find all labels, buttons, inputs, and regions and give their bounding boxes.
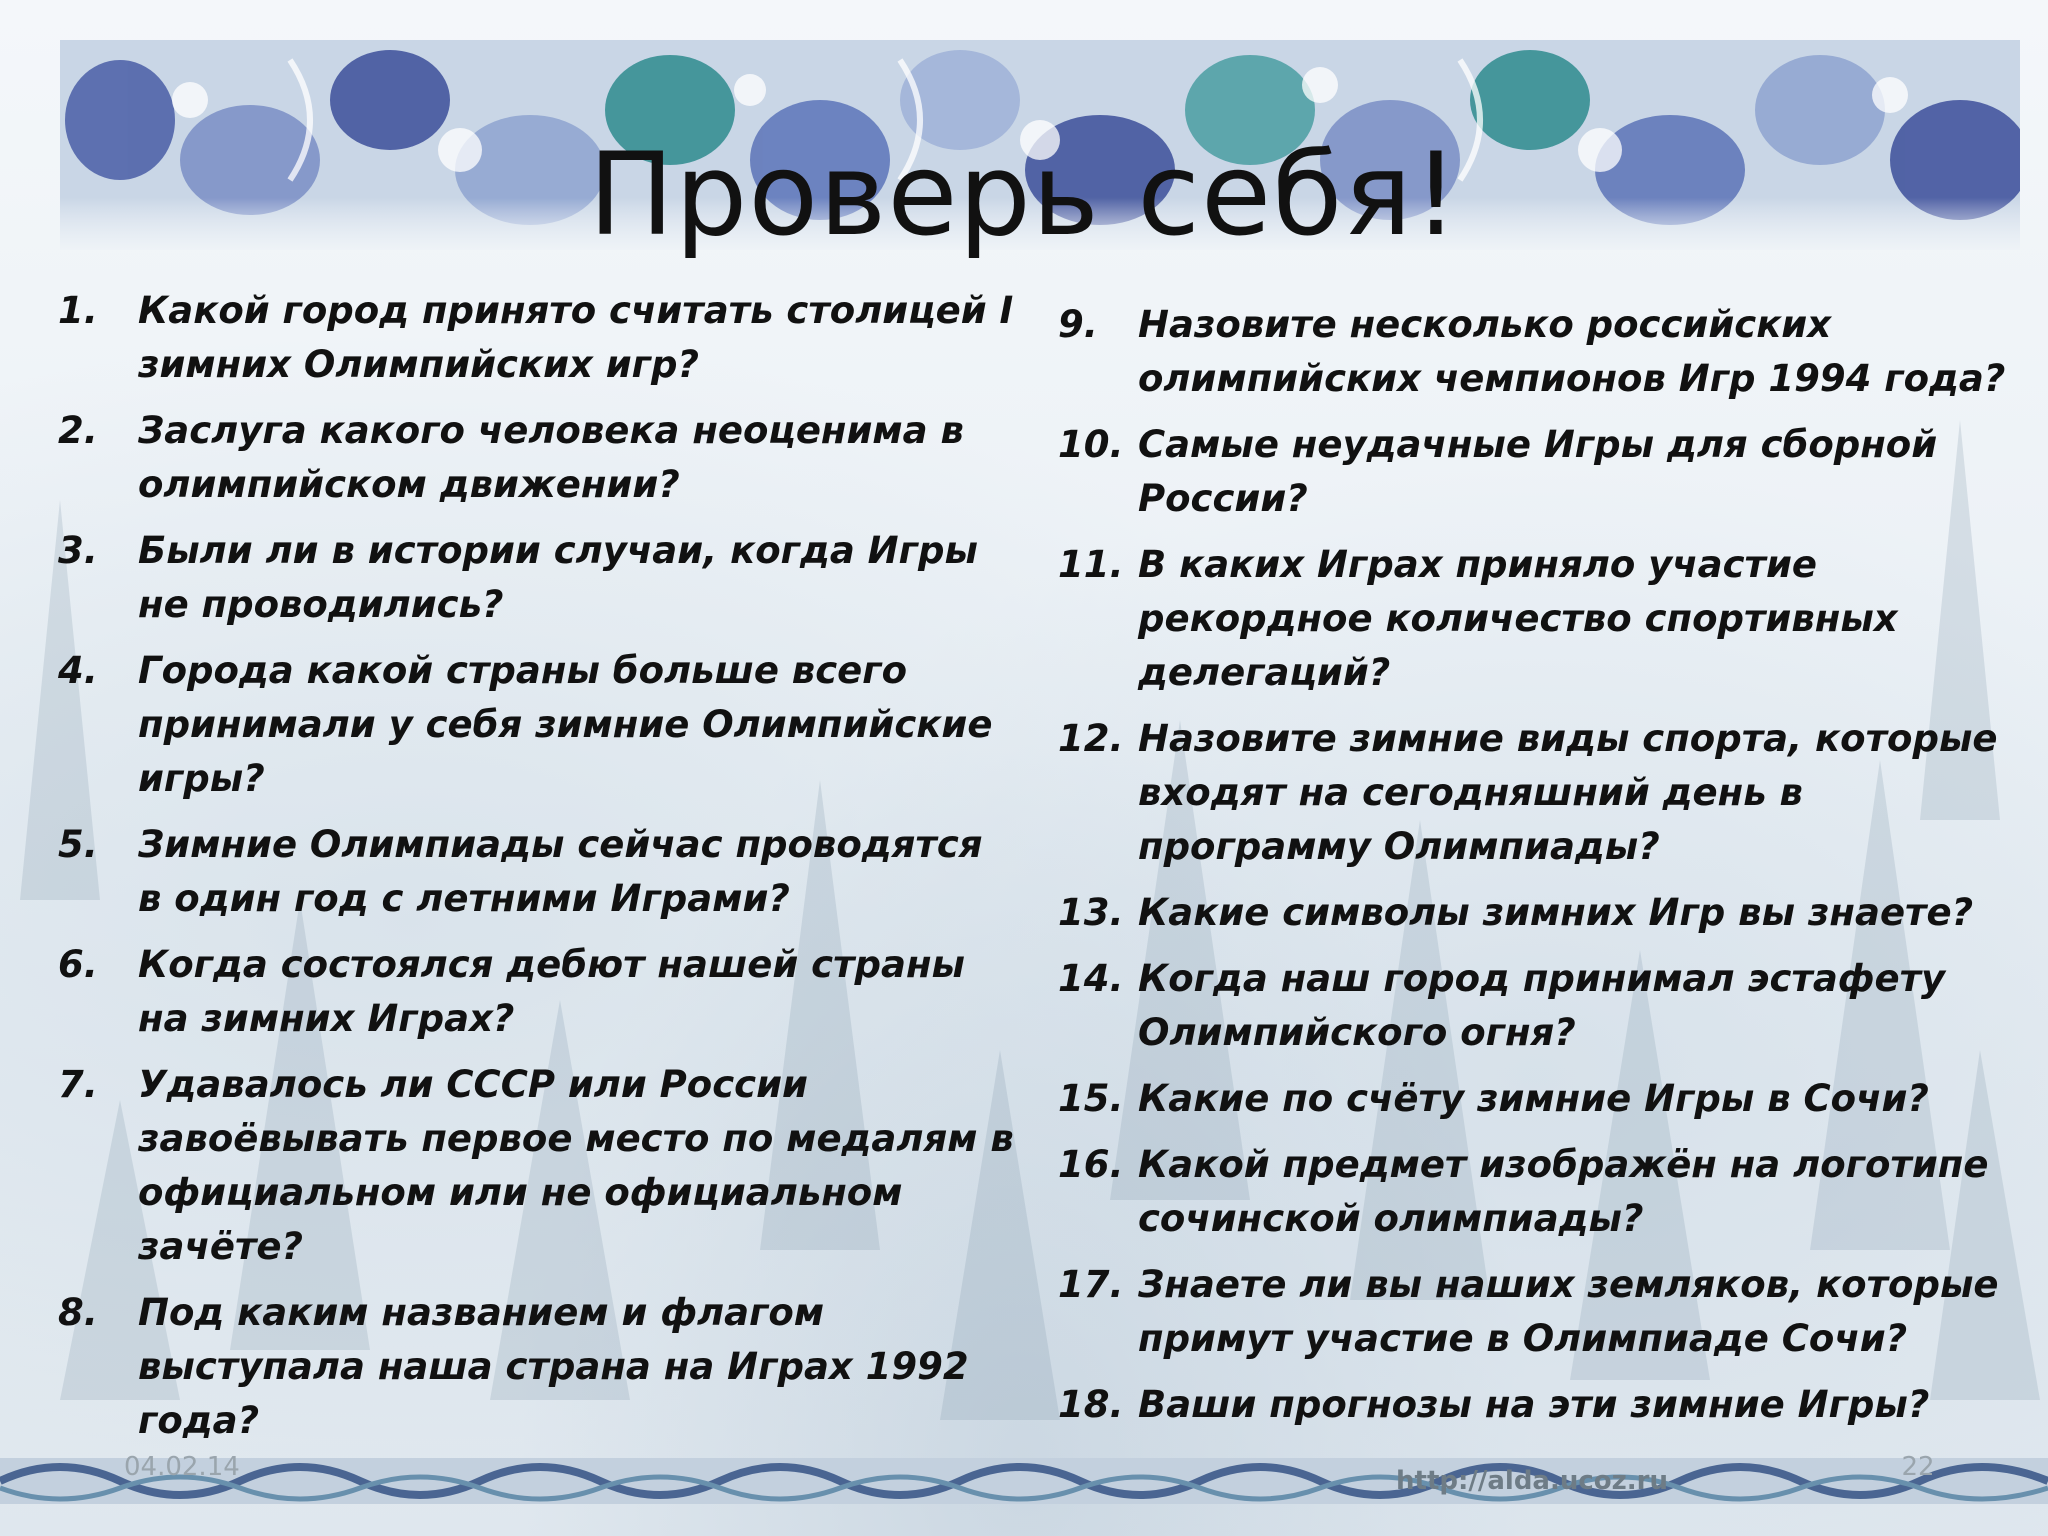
question-text: Зимние Олимпиады сейчас проводятся в один год с летними Играми? [138, 823, 983, 920]
question-number: 6. [58, 943, 98, 986]
question-text: Ваши прогнозы на эти зимние Игры? [1138, 1383, 1930, 1426]
question-item [58, 524, 1018, 632]
question-number: 10. [1058, 423, 1124, 466]
questions-list-left [58, 284, 1018, 1460]
question-number: 2. [58, 409, 98, 452]
question-item [58, 284, 1018, 392]
question-text: Самые неудачные Игры для сборной России? [1138, 423, 1938, 520]
question-number: 16. [1058, 1143, 1124, 1186]
question-text: Были ли в истории случаи, когда Игры не проводились? [138, 529, 978, 626]
question-number: 12. [1058, 717, 1124, 760]
question-number: 11. [1058, 543, 1124, 586]
question-item [1058, 418, 2008, 526]
question-item [58, 818, 1018, 926]
question-item [1058, 712, 2008, 874]
question-item [58, 1058, 1018, 1274]
question-item [58, 644, 1018, 806]
question-text: Заслуга какого человека неоценима в олимпийском движении? [138, 409, 964, 506]
slide-title: Проверь себя! [588, 128, 1460, 261]
question-text: Какой город принято считать столицей I зимних Олимпийских игр? [138, 289, 1014, 386]
question-text: Какие символы зимних Игр вы знаете? [1138, 891, 1974, 934]
question-number: 3. [58, 529, 98, 572]
question-text: Знаете ли вы наших земляков, которые примут участие в Олимпиаде Сочи? [1138, 1263, 1999, 1360]
question-number: 13. [1058, 891, 1124, 934]
footer-date: 04.02.14 [124, 1452, 240, 1482]
question-number: 4. [58, 649, 98, 692]
question-text: Под каким названием и флагом выступала наша страна на Играх 1992 года? [138, 1291, 969, 1442]
slide-page-number: 22 [1901, 1452, 1935, 1482]
question-item [58, 404, 1018, 512]
question-item [1058, 538, 2008, 700]
question-text: Назовите несколько российских олимпийских чемпионов Игр 1994 года? [1138, 303, 2006, 400]
question-item [1058, 298, 2008, 406]
question-number: 5. [58, 823, 98, 866]
question-text: В каких Играх приняло участие рекордное количество спортивных делегаций? [1138, 543, 1898, 694]
question-number: 18. [1058, 1383, 1124, 1426]
questions-list-right [1058, 298, 2008, 1444]
question-text: Удавалось ли СССР или России завоёвывать первое место по медалям в официальном или не официальном зачёте? [138, 1063, 1014, 1268]
question-item [1058, 1072, 2008, 1126]
question-text: Когда наш город принимал эстафету Олимпийского огня? [1138, 957, 1946, 1054]
question-number: 17. [1058, 1263, 1124, 1306]
question-number: 7. [58, 1063, 98, 1106]
question-number: 15. [1058, 1077, 1124, 1120]
question-text: Города какой страны больше всего принимали у себя зимние Олимпийские игры? [138, 649, 993, 800]
question-item [1058, 1378, 2008, 1432]
question-item [58, 1286, 1018, 1448]
watermark-url: http://alda.ucoz.ru [1396, 1466, 1668, 1496]
question-number: 14. [1058, 957, 1124, 1000]
question-text: Назовите зимние виды спорта, которые входят на сегодняшний день в программу Олимпиады? [1138, 717, 1998, 868]
question-text: Какие по счёту зимние Игры в Сочи? [1138, 1077, 1929, 1120]
question-text: Какой предмет изображён на логотипе сочинской олимпиады? [1138, 1143, 1989, 1240]
question-item [58, 938, 1018, 1046]
question-number: 8. [58, 1291, 98, 1334]
question-item [1058, 1258, 2008, 1366]
question-number: 9. [1058, 303, 1098, 346]
question-item [1058, 952, 2008, 1060]
question-text: Когда состоялся дебют нашей страны на зимних Играх? [138, 943, 965, 1040]
question-item [1058, 886, 2008, 940]
question-number: 1. [58, 289, 98, 332]
question-item [1058, 1138, 2008, 1246]
